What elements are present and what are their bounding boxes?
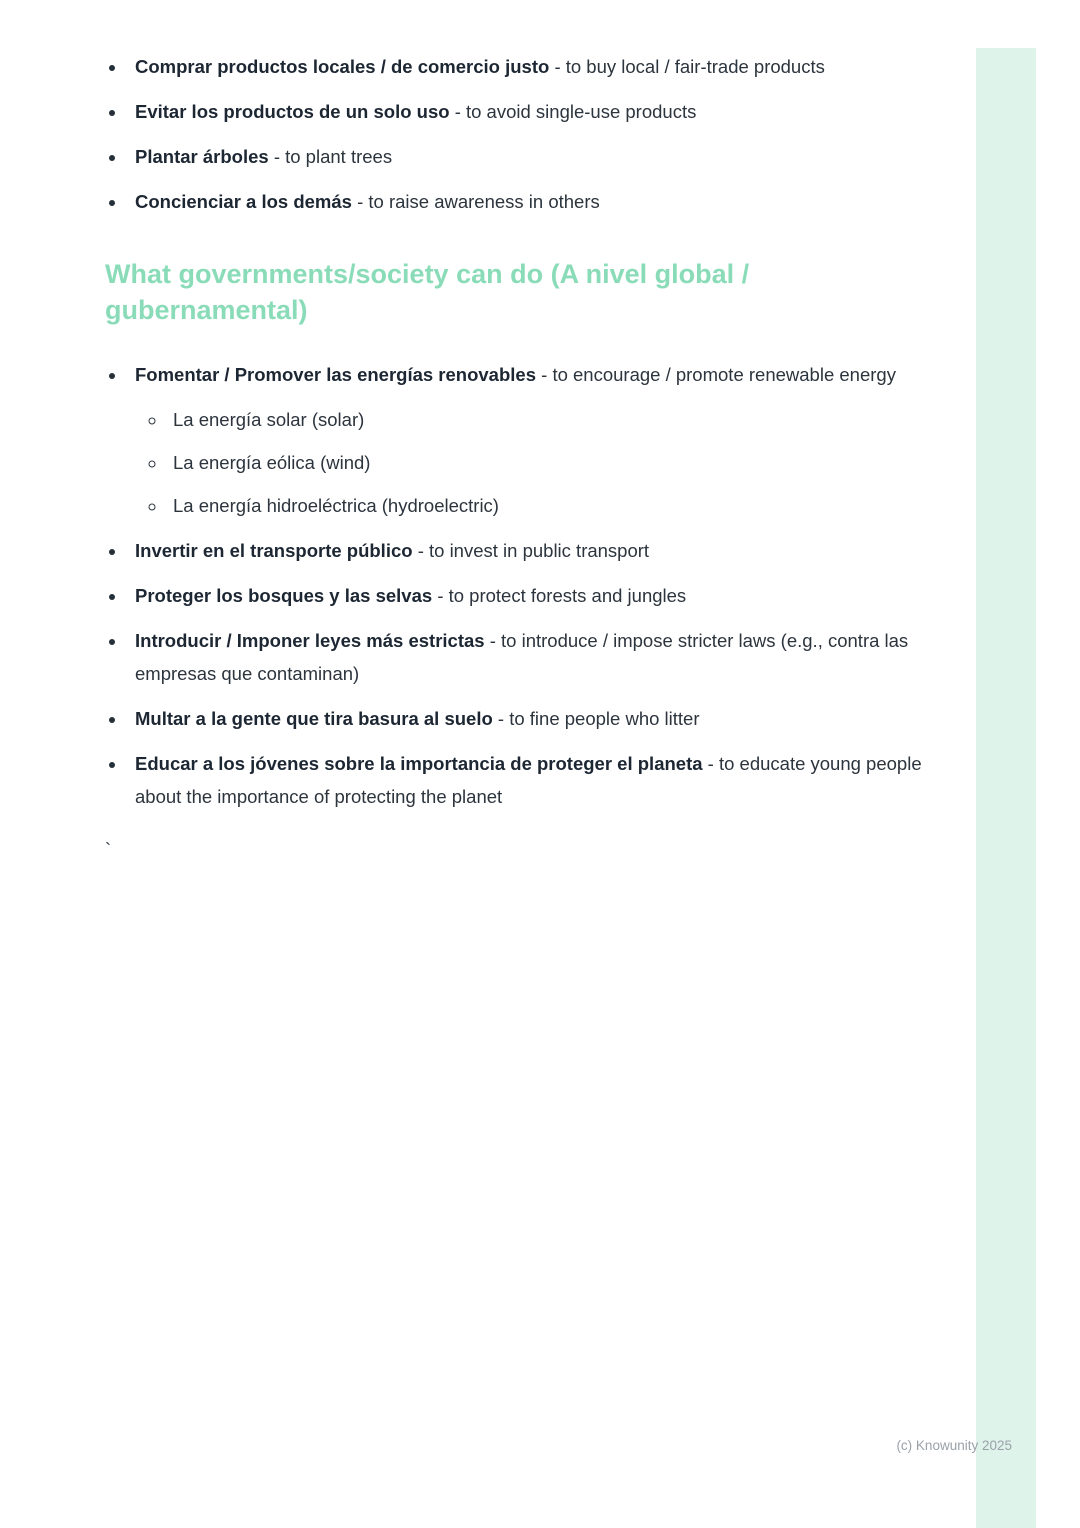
sub-item: ◦ La energía eólica (wind) bbox=[167, 446, 940, 479]
item-spanish: Proteger los bosques y las selvas bbox=[135, 585, 433, 606]
list-item bbox=[127, 624, 940, 690]
item-spanish: Plantar árboles bbox=[135, 146, 269, 167]
list-item bbox=[127, 358, 940, 522]
item-english: - to raise awareness in others bbox=[357, 191, 600, 212]
item-spanish: Concienciar a los demás bbox=[135, 191, 352, 212]
item-spanish: Multar a la gente que tira basura al suelo bbox=[135, 708, 493, 729]
list-item bbox=[127, 534, 940, 567]
sub-item: ◦ La energía solar (solar) bbox=[167, 403, 940, 436]
top-list bbox=[105, 50, 940, 218]
item-english: - to encourage / promote renewable energy bbox=[541, 364, 896, 385]
footer-credit: (c) Knowunity 2025 bbox=[896, 1438, 1012, 1453]
item-english: - to protect forests and jungles bbox=[437, 585, 687, 606]
government-list bbox=[105, 358, 940, 813]
item-spanish: Evitar los productos de un solo uso bbox=[135, 101, 450, 122]
item-spanish: Educar a los jóvenes sobre la importancia de proteger el planeta bbox=[135, 753, 703, 774]
list-item bbox=[127, 579, 940, 612]
item-spanish: Comprar productos locales / de comercio justo bbox=[135, 56, 550, 77]
list-item bbox=[127, 747, 940, 813]
energy-sub-list bbox=[135, 403, 940, 522]
list-item bbox=[127, 50, 940, 83]
item-spanish: Invertir en el transporte público bbox=[135, 540, 413, 561]
item-english: - to avoid single-use products bbox=[454, 101, 697, 122]
list-item bbox=[127, 702, 940, 735]
sub-item: ◦ La energía hidroeléctrica (hydroelectric) bbox=[167, 489, 940, 522]
item-english: - to introduce / impose stricter laws (e.g., contra las empresas que contaminan) bbox=[135, 630, 909, 684]
item-english: - to educate young people about the importance of protecting the planet bbox=[135, 753, 922, 807]
list-item bbox=[127, 95, 940, 128]
item-english: - to fine people who litter bbox=[497, 708, 700, 729]
item-english: - to buy local / fair-trade products bbox=[554, 56, 825, 77]
list-item bbox=[127, 185, 940, 218]
item-spanish: Introducir / Imponer leyes más estrictas bbox=[135, 630, 485, 651]
section-heading: What governments/society can do (A nivel global / gubernamental) bbox=[105, 259, 750, 325]
item-spanish: Fomentar / Promover las energías renovables bbox=[135, 364, 536, 385]
list-item bbox=[127, 140, 940, 173]
stray-backtick: ` bbox=[105, 839, 112, 860]
item-english: - to invest in public transport bbox=[417, 540, 650, 561]
item-english: - to plant trees bbox=[273, 146, 393, 167]
